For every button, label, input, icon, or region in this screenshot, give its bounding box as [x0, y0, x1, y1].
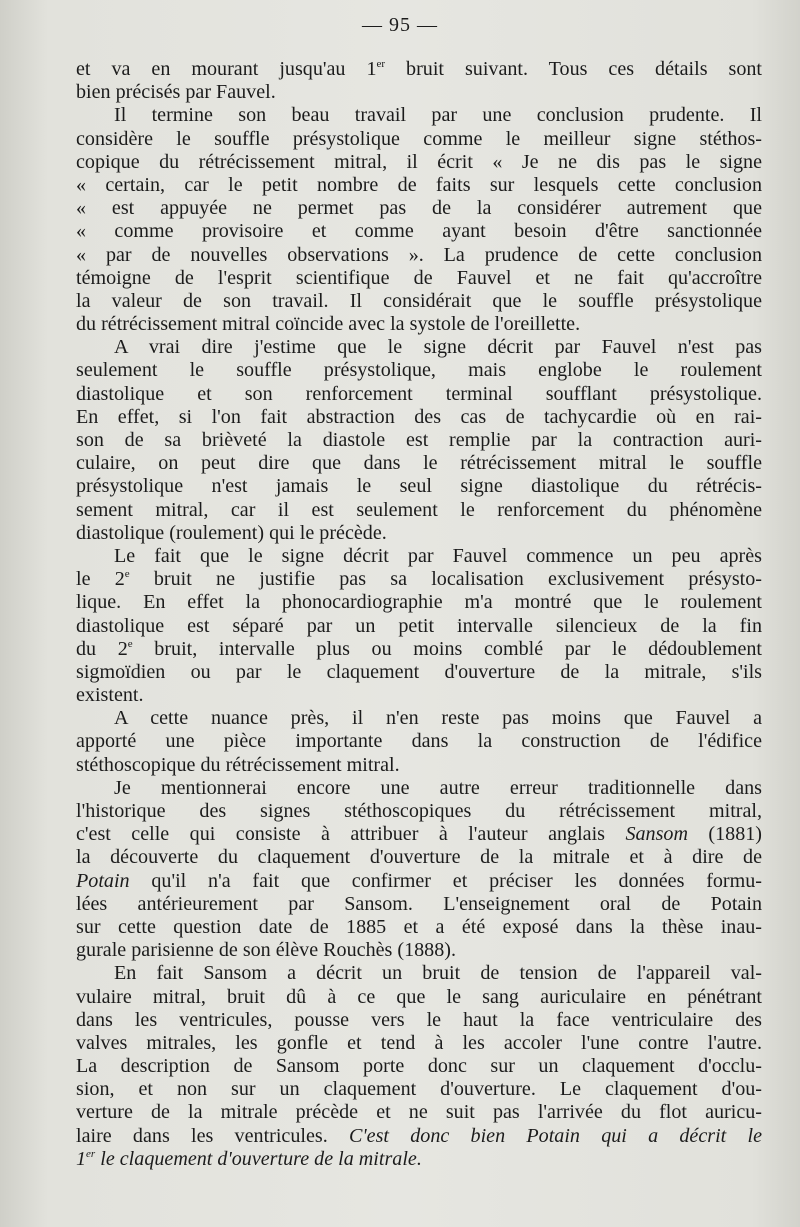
text-line	[76, 591, 762, 614]
text-line	[76, 429, 762, 452]
text-line	[76, 220, 762, 243]
text-span: présystolique n'est jamais le seul signe diastolique du rétrécis-	[76, 475, 762, 498]
text-line	[76, 1055, 762, 1078]
body-text	[76, 58, 762, 1171]
text-line	[76, 777, 762, 800]
text-span: « certain, car le petit nombre de faits sur lesquels cette conclusion	[76, 173, 762, 196]
text-span: C'est donc bien Potain qui a décrit le	[348, 1124, 762, 1147]
text-line	[76, 267, 762, 290]
text-line	[76, 244, 762, 267]
text-line	[76, 499, 762, 522]
text-line	[76, 58, 762, 81]
text-span: son de sa brièveté la diastole est remplie par la contraction auri-	[76, 429, 762, 451]
text-line	[76, 197, 762, 220]
text-line	[76, 661, 762, 684]
text-line	[76, 383, 762, 406]
text-span: du 2	[76, 637, 128, 660]
text-line	[76, 707, 762, 730]
text-span: bruit, intervalle plus ou moins comblé par le dédoublement	[132, 637, 763, 660]
text-line	[76, 916, 762, 939]
text-span: A vrai dire j'estime que le signe décrit par Fauvel n'est pas	[114, 336, 762, 359]
text-span: En fait Sansom a décrit un bruit de tension de l'appareil val-	[114, 962, 762, 985]
text-line	[76, 893, 762, 916]
text-span: diastolique et son renforcement terminal soufflant présystolique.	[76, 382, 762, 405]
text-span: valves mitrales, les gonfle et tend à les accoler l'une contre l'autre.	[76, 1031, 762, 1054]
text-span: stéthoscopique du rétrécissement mitral.	[76, 753, 400, 776]
text-span: copique du rétrécissement mitral, il écrit « Je ne dis pas le signe	[76, 150, 762, 173]
text-span: lique. En effet la phonocardiographie m'a montré que le roulement	[76, 591, 762, 614]
text-span: vulaire mitral, bruit dû à ce que le sang auriculaire en pénétrant	[76, 985, 762, 1008]
text-span: sement mitral, car il est seulement le renforcement du phénomène	[76, 498, 762, 521]
text-line	[76, 522, 762, 545]
text-span: 1	[76, 1147, 87, 1170]
text-line	[76, 104, 762, 127]
text-span: diastolique est séparé par un petit intervalle silencieux de la fin	[76, 614, 762, 637]
text-line	[76, 754, 762, 777]
text-line	[76, 1101, 762, 1124]
text-line	[76, 1032, 762, 1055]
text-span: bruit ne justifie pas sa localisation exclusivement présysto-	[129, 568, 762, 591]
text-line	[76, 174, 762, 197]
text-span: qu'il n'a fait que confirmer et préciser les données formu-	[129, 869, 762, 892]
text-span: sur cette question date de 1885 et a été exposé dans la thèse inau-	[76, 915, 762, 938]
text-span: Potain	[76, 869, 130, 892]
text-line	[76, 823, 762, 846]
text-span: culaire, on peut dire que dans le rétrécissement mitral le souffle	[76, 452, 762, 475]
text-span: gurale parisienne de son élève Rouchès (1888).	[76, 939, 456, 962]
text-span: bien précisés par Fauvel.	[76, 81, 276, 104]
page-number: — 95 —	[362, 14, 438, 36]
text-line	[76, 1125, 762, 1148]
text-span: verture de la mitrale précède et ne suit pas l'arrivée du flot auricu-	[76, 1101, 762, 1124]
text-span: témoigne de l'esprit scientifique de Fauvel et ne fait qu'accroître	[76, 266, 762, 289]
text-line	[76, 336, 762, 359]
text-span: Je mentionnerai encore une autre erreur traditionnelle dans	[114, 776, 762, 799]
superscript: e	[127, 637, 133, 650]
text-line	[76, 406, 762, 429]
text-span: le 2	[76, 568, 125, 591]
text-span: considère le souffle présystolique comme le meilleur signe stéthos-	[76, 127, 762, 150]
text-line	[76, 359, 762, 382]
superscript: e	[124, 568, 130, 581]
text-line	[76, 290, 762, 313]
text-span: sigmoïdien ou par le claquement d'ouverture de la mitrale, s'ils	[76, 660, 762, 683]
text-span: c'est celle qui consiste à attribuer à l'auteur anglais	[76, 823, 626, 846]
text-span: « est appuyée ne permet pas de la considérer autrement que	[76, 197, 762, 220]
text-span: apporté une pièce importante dans la construction de l'édifice	[76, 730, 762, 753]
text-line	[76, 986, 762, 1009]
text-span: La description de Sansom porte donc sur un claquement d'occlu-	[76, 1055, 762, 1078]
text-span: l'historique des signes stéthoscopiques du rétrécissement mitral,	[76, 800, 762, 822]
text-line	[76, 1148, 762, 1171]
text-line	[76, 128, 762, 151]
text-line	[76, 475, 762, 498]
text-line	[76, 846, 762, 869]
text-span: Il termine son beau travail par une conclusion prudente. Il	[114, 104, 762, 127]
text-line	[76, 939, 762, 962]
text-span: la découverte du claquement d'ouverture de la mitrale et à dire de	[76, 846, 762, 869]
text-line	[76, 730, 762, 753]
text-line	[76, 313, 762, 336]
text-span: A cette nuance près, il n'en reste pas moins que Fauvel a	[114, 707, 762, 730]
text-span: existent.	[76, 684, 144, 707]
text-line	[76, 638, 762, 661]
text-line	[76, 568, 762, 591]
text-span: laire dans les ventricules.	[76, 1124, 349, 1147]
text-line	[76, 545, 762, 568]
text-span: et va en mourant jusqu'au 1	[76, 58, 377, 80]
text-span: diastolique (roulement) qui le précède.	[76, 521, 387, 544]
text-span: seulement le souffle présystolique, mais englobe le roulement	[76, 359, 762, 382]
text-line	[76, 870, 762, 893]
superscript: er	[376, 58, 386, 70]
text-span: dans les ventricules, pousse vers le haut la face ventriculaire des	[76, 1008, 762, 1031]
text-span: Le fait que le signe décrit par Fauvel commence un peu après	[114, 544, 762, 567]
text-line	[76, 151, 762, 174]
text-line	[76, 1078, 762, 1101]
text-span: bruit suivant. Tous ces détails sont	[385, 58, 762, 80]
text-span: « par de nouvelles observations ». La prudence de cette conclusion	[76, 243, 762, 266]
text-line	[76, 81, 762, 104]
text-line	[76, 615, 762, 638]
text-span: « comme provisoire et comme ayant besoin d'être sanctionnée	[76, 220, 762, 243]
text-span: la valeur de son travail. Il considérait que le souffle présystolique	[76, 289, 762, 312]
text-line	[76, 962, 762, 985]
text-line	[76, 684, 762, 707]
superscript: er	[86, 1147, 96, 1160]
text-span: Sansom	[625, 823, 688, 846]
text-span: En effet, si l'on fait abstraction des cas de tachycardie où en rai-	[76, 405, 762, 428]
text-line	[76, 452, 762, 475]
text-line	[76, 1009, 762, 1032]
text-span: le claquement d'ouverture de la mitrale.	[95, 1147, 422, 1170]
text-span: (1881)	[687, 823, 763, 846]
text-span: lées antérieurement par Sansom. L'enseignement oral de Potain	[76, 892, 762, 915]
text-span: sion, et non sur un claquement d'ouverture. Le claquement d'ou-	[76, 1078, 762, 1101]
text-line	[76, 800, 762, 823]
text-span: du rétrécissement mitral coïncide avec la systole de l'oreillette.	[76, 313, 581, 336]
